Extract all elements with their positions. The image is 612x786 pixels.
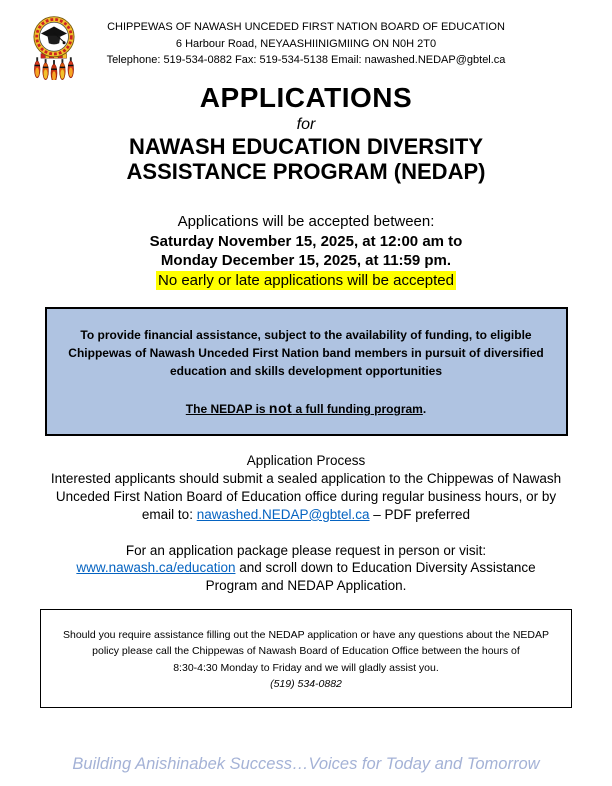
acceptance-dates (0, 212, 612, 290)
assistance-box (40, 609, 572, 708)
process-heading: Application Process (246, 453, 366, 469)
nedap-funding-note: The NEDAP is not a full funding program. (185, 400, 427, 417)
website-link[interactable]: www.nawash.ca/education (76, 560, 236, 576)
application-process (0, 452, 612, 523)
late-warning: No early or late applications will be accepted (158, 271, 454, 289)
email-link[interactable]: nawashed.NEDAP@gbtel.ca (196, 506, 370, 522)
org-address: 6 Harbour Road, NEYAASHIINIGMIING ON N0H 2T0 (175, 37, 437, 50)
org-name: CHIPPEWAS OF NAWASH UNCEDED FIRST NATION BOARD OF EDUCATION (107, 21, 505, 33)
assistance-hours: 8:30-4:30 Monday to Friday and we will gladly assist you. (173, 661, 439, 674)
package-body: www.nawash.ca/education and scroll down to Education Diversity Assistance Program and NEDAP Application. (76, 560, 536, 594)
org-contact: Telephone: 519-534-0882 Fax: 519-534-5138 Email: nawashed.NEDAP@gbtel.ca (106, 54, 506, 66)
date-start: Saturday November 15, 2025, at 12:00 am to (149, 232, 463, 250)
nawash-education-logo (26, 14, 82, 80)
package-intro: For an application package please request in person or visit: (125, 542, 487, 558)
letterhead (0, 0, 612, 69)
assistance-phone: (519) 534-0882 (270, 677, 342, 690)
assistance-text: Should you require assistance filling out the NEDAP application or have any questions about the NEDAP policy please call the Chippewas of Nawash Board of Education Office between the hours of (62, 629, 549, 658)
purpose-text: To provide financial assistance, subject to the availability of funding, to eligible Chippewas of Nawash Unceded First Nation band members in pursuit of diversified education and skills development opportunities (68, 328, 544, 379)
process-body: Interested applicants should submit a sealed application to the Chippewas of Nawash Unceded First Nation Board of Education office during regular business hours, or by email to: nawashed.NEDAP@gbtel.ca – PDF preferred (50, 471, 562, 522)
flyer-footer (0, 755, 612, 774)
application-package (0, 542, 612, 595)
title-program-line-1: NAWASH EDUCATION DIVERSITY (128, 133, 484, 159)
dates-intro: Applications will be accepted between: (177, 213, 435, 231)
title-for: for (296, 115, 316, 133)
footer-motto: Building Anishinabek Success…Voices for Today and Tomorrow (72, 755, 540, 774)
title-block (0, 82, 612, 186)
date-end: Monday December 15, 2025, at 11:59 pm. (160, 252, 452, 270)
feathers-icon (34, 57, 73, 80)
title-program-line-2: ASSISTANCE PROGRAM (NEDAP) (126, 159, 486, 185)
purpose-box (45, 307, 568, 436)
title-applications: APPLICATIONS (199, 81, 413, 113)
